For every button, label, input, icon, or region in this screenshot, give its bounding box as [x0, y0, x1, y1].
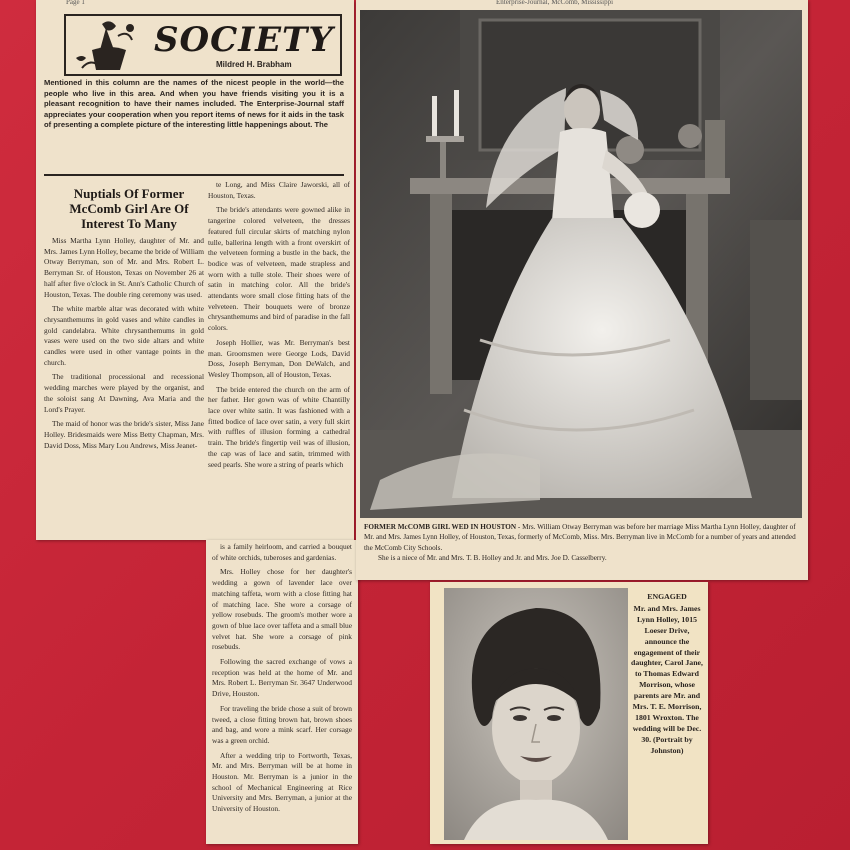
- society-intro: Mentioned in this column are the names of the nicest people in the world—the people who live in this area. And when you have friends visiting you it is a pleasant recognition to have their names included. The Enterprise-Journal staff appreciates your cooperation when you report items of news for it aids in the task of presenting a complete picture of the interesting little happenings about. The: [44, 78, 344, 130]
- engagement-announcement: [630, 592, 704, 757]
- paragraph: Mrs. Holley chose for her daughter's wedding a gown of lavender lace over matching taffeta, worn with a close fitting hat of matching lace. She wore a corsage of yellow rosebuds. The groom's mother wore a gown of blue lace over taffeta and a small blue velvet hat. She wore a corsage of pink rosebuds.: [212, 567, 352, 652]
- wedding-photo: [360, 10, 802, 518]
- engagement-portrait: [444, 588, 628, 840]
- article-headline: Nuptials Of Former McComb Girl Are Of Interest To Many: [69, 186, 189, 231]
- bride-portrait-image: [360, 10, 802, 518]
- paragraph: Miss Martha Lynn Holley, daughter of Mr. and Mrs. James Lynn Holley, became the bride of William Otway Berryman, son of Mr. and Mrs. Robert L. Berryman Sr. of Houston, Texas on November 26 at half after five o'clock in St. Ann's Catholic Church of Houston, Texas. The double ring ceremony was used.: [44, 236, 204, 299]
- paragraph: For traveling the bride chose a suit of brown tweed, a close fitting brown hat, brown shoes and bag, and wore a mink scarf. Her corsage was a green orchid.: [212, 703, 352, 745]
- paragraph: Following the sacred exchange of vows a reception was held at the home of Mr. and Mrs. Robert L. Berryman Sr. 3647 Underwood Drive, Houston.: [212, 657, 352, 699]
- paragraph: Joseph Hollier, was Mr. Berryman's best man. Groomsmen were George Lods, David Doss, Joseph Berryman, Don DeWalch, and Wesley Thompson, all of Houston, Texas.: [208, 337, 350, 379]
- caption-line-2: She is a niece of Mr. and Mrs. T. B. Holley and Jr. and Mrs. Joe D. Casselberry.: [378, 554, 607, 563]
- header-strip-right: [356, 0, 808, 7]
- caption-body: - Mrs. William Otway Berryman was before her marriage Miss Martha Lynn Holley, daughter of Mr. and Mrs. James Lynn Holley, of Houston, Texas, formerly of McComb, Miss. Mrs. Berryman live in McComb for a number of years and attended the McComb City Schools.: [364, 523, 796, 552]
- paragraph: is a family heirloom, and carried a bouquet of white orchids, tuberoses and gardenias.: [212, 542, 352, 562]
- wedding-photo-clipping: [356, 0, 808, 580]
- header-strip-left: [36, 0, 354, 7]
- engaged-heading: ENGAGED: [647, 592, 687, 601]
- paragraph: The traditional processional and recessional wedding marches were played by the organist, and the soloist sang At Dawning, Ava Maria and the Lord's Prayer.: [44, 372, 204, 414]
- society-logo-icon: [72, 18, 142, 74]
- society-title: SOCIETY: [154, 20, 334, 60]
- woman-portrait-image: [444, 588, 628, 840]
- engagement-clipping: [430, 582, 708, 844]
- paragraph: The bride's attendants were gowned alike in tangerine colored velveteen, the dresses featured full circular skirts of matching nylon tulle, ballerina length with a front overskirt of the velveteen forming a bustle in the back, the bodice was of velveteen, made strapless and worn with a tulle stole. Their shoes were of satin in matching color. All the bride's attendants wore small close fitting hats of the velveteen. Their bouquets were of bronze chrysanthemums and bird of paradise in the fall colors.: [208, 205, 350, 333]
- engaged-text: Mr. and Mrs. James Lynn Holley, 1015 Loeser Drive, announce the engagement of their daughter, Carol Jane, to Thomas Edward Morrison, whose parents are Mr. and Mrs. T. E. Morrison, 1801 Wroxton. The wedding will be Dec. 30. (Portrait by Johnston): [631, 603, 703, 755]
- wedding-photo-caption: [364, 522, 800, 564]
- paragraph: The bride entered the church on the arm of her father. Her gown was of white Chantilly lace over white satin. It was fashioned with a fitted bodice of lace over satin, a very full skirt with ruffles of illusion forming a cathedral train. The bride's fingertip veil was of illusion, the cap was of lace and satin, trimmed with seed pearls. She wore a string of pearls which: [208, 384, 350, 469]
- article-continuation-clipping: [206, 540, 358, 844]
- society-masthead: [64, 14, 342, 76]
- society-byline: Mildred H. Brabham: [216, 60, 292, 69]
- paragraph: After a wedding trip to Fortworth, Texas, Mr. and Mrs. Berryman will be at home in Houston. Mr. Berryman is a junior in the school of Mechanical Engineering at Rice University and Mrs. Berryman, a junior at the University of Houston.: [212, 750, 352, 814]
- article-column-3: [212, 542, 352, 819]
- article-column-2: [208, 180, 350, 474]
- header-masthead-label: Enterprise-Journal, McComb, Mississippi: [496, 0, 614, 6]
- page-label: Page 1: [66, 0, 85, 6]
- paragraph: The white marble altar was decorated with white chrysanthemums in gold vases and white candles in gold candelabra. White chrysanthemums in gold vases were used on the two side altars and white candles were used in other vantage points in the church.: [44, 304, 204, 367]
- article-column-1: [44, 236, 204, 455]
- divider-rule: [44, 174, 344, 176]
- caption-lead: FORMER McCOMB GIRL WED IN HOUSTON: [364, 523, 517, 531]
- paragraph: te Long, and Miss Claire Jaworski, all of Houston, Texas.: [208, 180, 350, 200]
- society-clipping: [36, 0, 354, 540]
- paragraph: The maid of honor was the bride's sister, Miss Jane Holley. Bridesmaids were Miss Betty Chapman, Mrs. David Doss, Miss Mary Lou Andrews, Miss Jeanet-: [44, 419, 204, 450]
